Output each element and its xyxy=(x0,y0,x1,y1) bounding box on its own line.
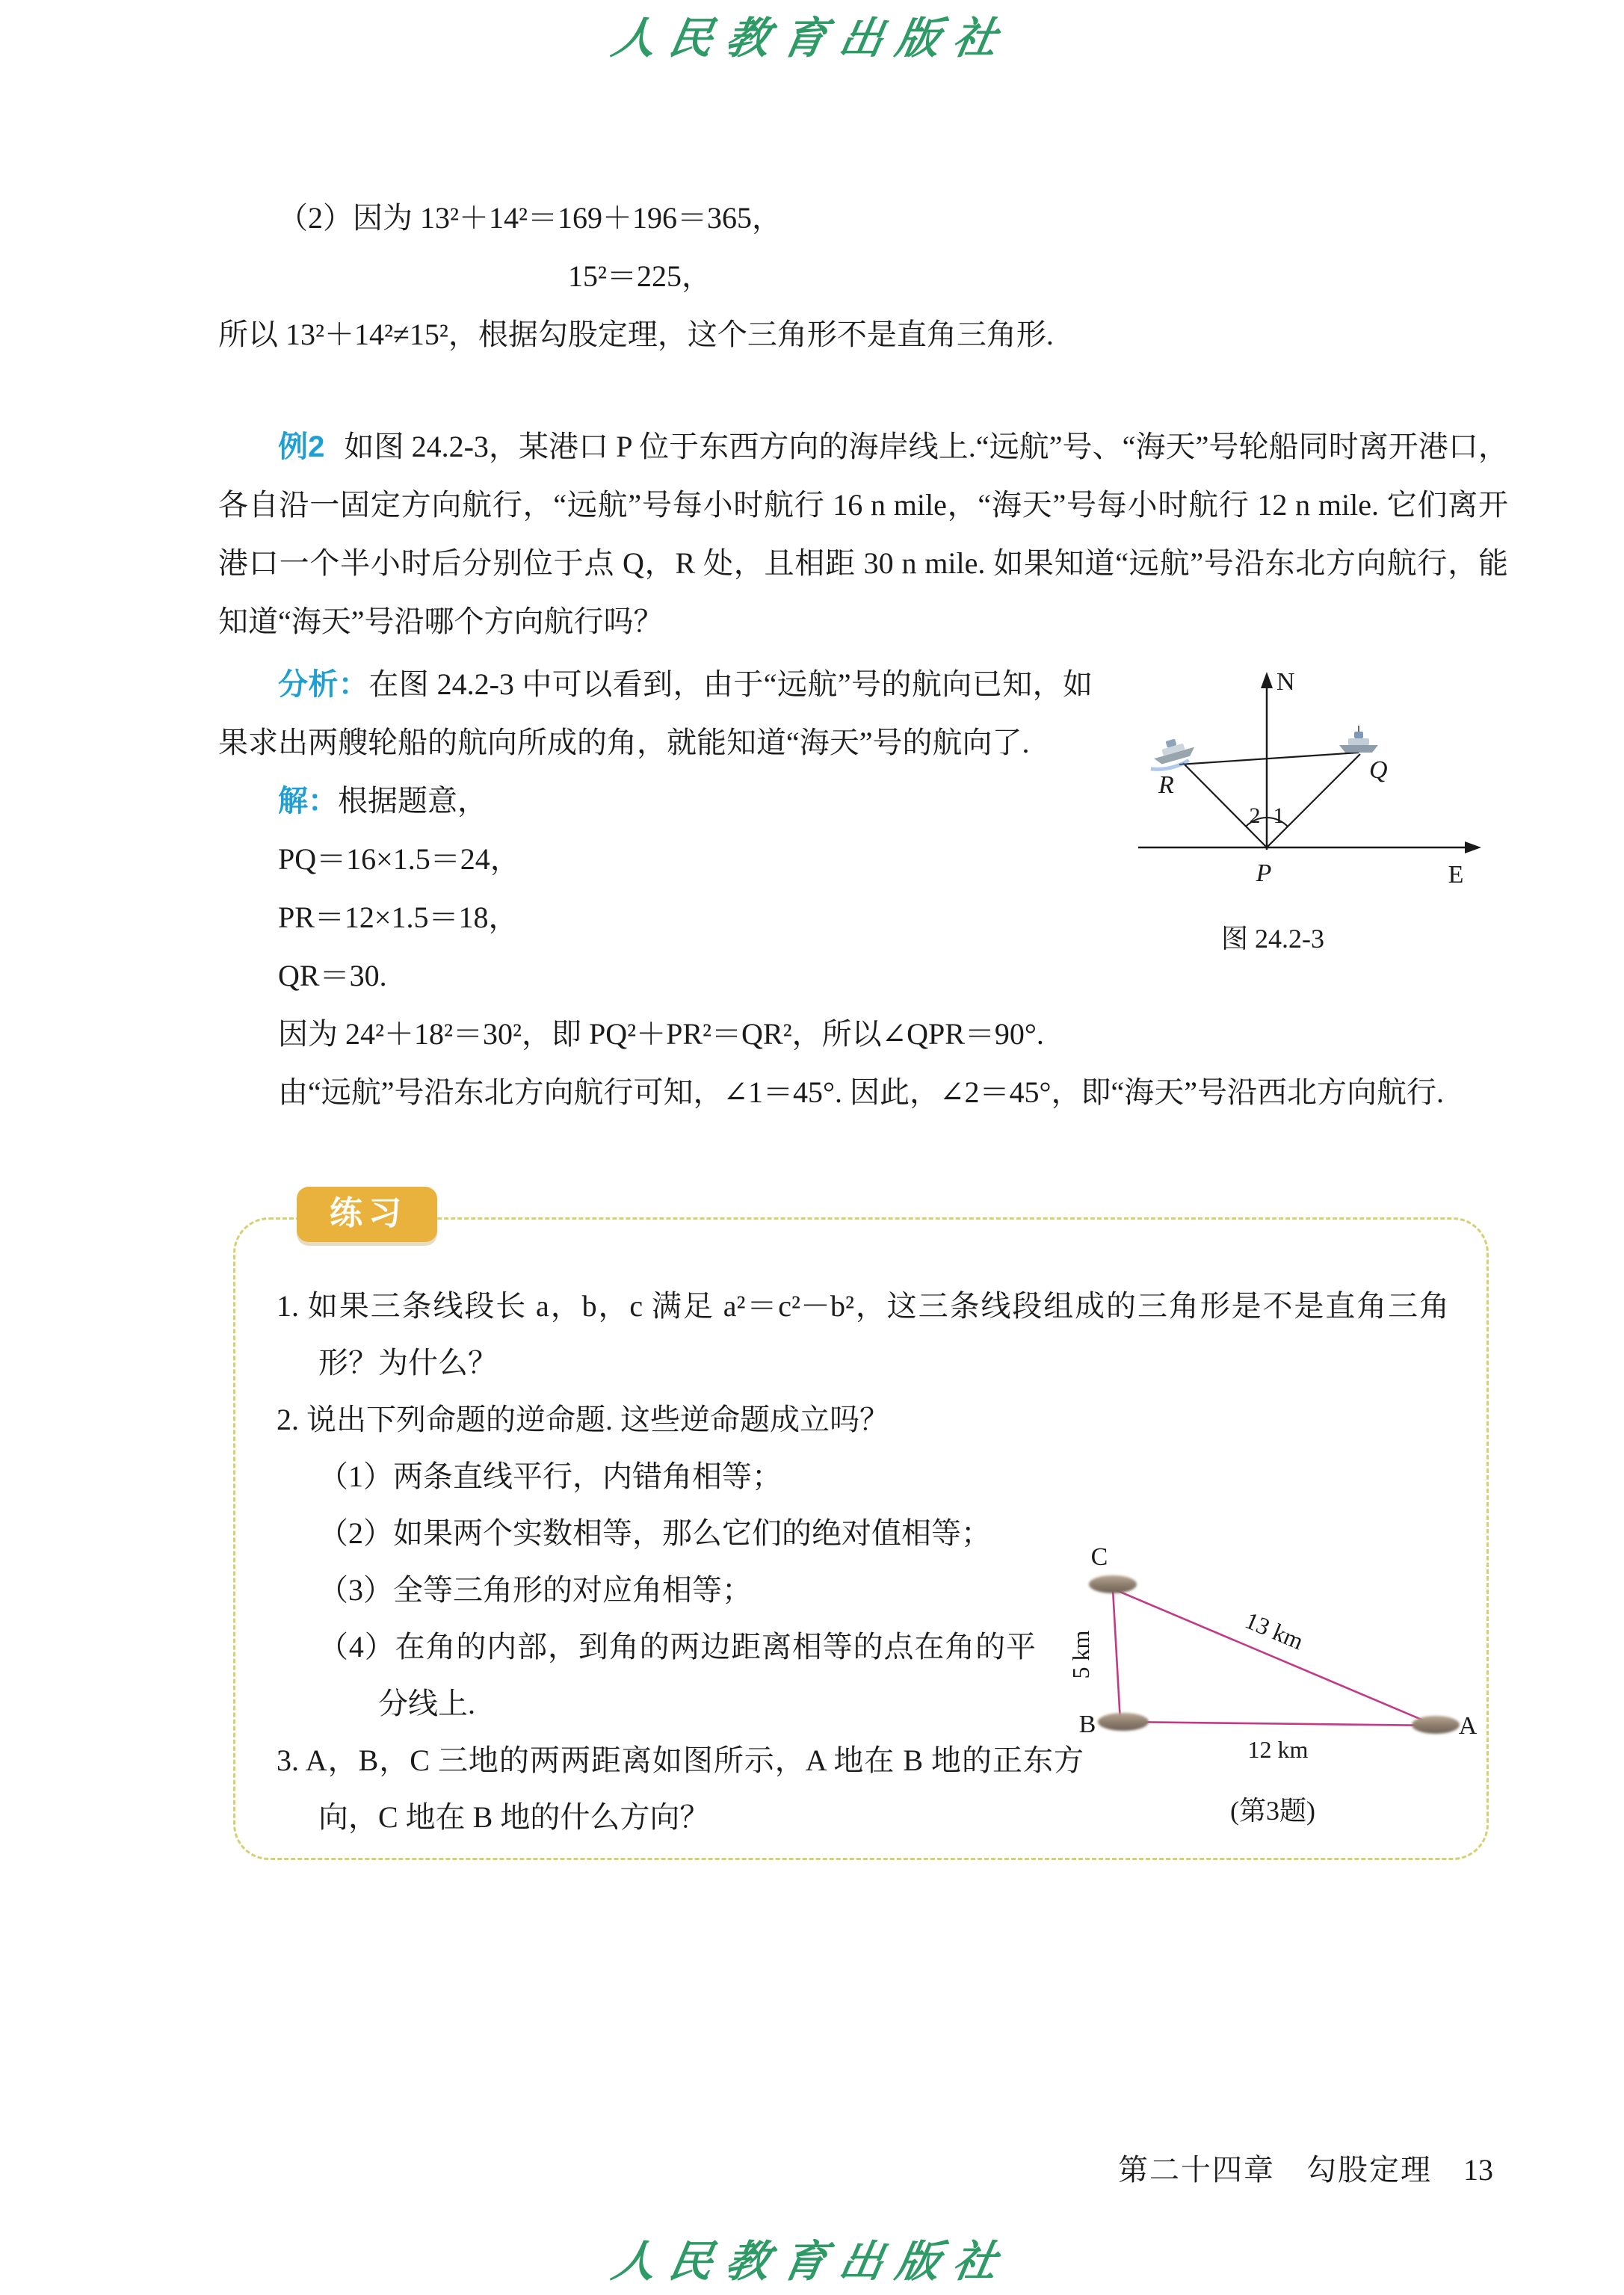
north-axis-label: N xyxy=(1276,668,1295,696)
practice-item-2-sub-3: （3）全等三角形的对应角相等； xyxy=(318,1573,752,1607)
solution-part2-line3: 所以 13²＋14²≠15²，根据勾股定理，这个三角形不是直角三角形. xyxy=(218,318,1054,351)
distance-CA-label: 13 km xyxy=(1241,1606,1308,1655)
figure-problem-3-caption: (第3题) xyxy=(1230,1796,1315,1826)
angle-2-label: 2 xyxy=(1249,803,1261,828)
chapter-title: 第二十四章 勾股定理 xyxy=(1118,2153,1432,2187)
side-CA xyxy=(1113,1589,1436,1726)
side-CB xyxy=(1113,1589,1120,1722)
example2-paragraph xyxy=(218,418,1508,651)
harbor-diagram xyxy=(1120,664,1508,898)
segment-PQ xyxy=(1267,754,1360,847)
conclusion-1: 因为 24²＋18²＝30²，即 PQ²＋PR²＝QR²，所以∠QPR＝90°. xyxy=(278,1017,1044,1051)
triangle-map-diagram xyxy=(1063,1536,1482,1770)
solution-part2-line1: （2）因为 13²＋14²＝169＋196＝365， xyxy=(278,201,782,235)
solution-intro: 根据题意， xyxy=(338,784,487,818)
practice-box xyxy=(233,1195,1489,1860)
equation-qr: QR＝30. xyxy=(278,959,387,992)
example2-body: 如图 24.2-3，某港口 P 位于东西方向的海岸线上.“远航”号、“海天”号轮船同时离开港口，各自沿一固定方向航行，“远航”号每小时航行 16 n mile，“海天”号每小时航行 12 n mile. 它们离开港口一个半小时后分别位于点 Q，R 处，且相距 30 n mile. 如果知道“远航”号沿东北方向航行，能知道“海天”号沿哪个方向航行吗？ xyxy=(218,430,1508,638)
publisher-watermark-top: 人民教育出版社 xyxy=(608,13,1015,64)
practice-item-2-sub-2: （2）如果两个实数相等，那么它们的绝对值相等； xyxy=(318,1516,991,1550)
haitian-ship-icon xyxy=(1145,734,1198,773)
point-Q-label: Q xyxy=(1369,756,1388,784)
solution-label: 解： xyxy=(278,785,338,818)
conclusion-2: 由“远航”号沿东北方向航行可知，∠1＝45°. 因此，∠2＝45°，即“海天”号沿西北方向航行. xyxy=(278,1075,1445,1109)
distance-BA-label: 12 km xyxy=(1247,1736,1309,1763)
figure-24-2-3-caption: 图 24.2-3 xyxy=(1221,924,1324,954)
angle-1-label: 1 xyxy=(1273,803,1285,828)
town-b-photo xyxy=(1098,1713,1149,1731)
equation-pr: PR＝12×1.5＝18， xyxy=(278,901,519,934)
equation-pq: PQ＝16×1.5＝24， xyxy=(278,842,520,876)
practice-label-badge: 练习 xyxy=(297,1187,437,1242)
segment-RQ xyxy=(1179,753,1359,765)
page-number: 13 xyxy=(1463,2153,1493,2187)
east-arrow-icon xyxy=(1465,841,1481,853)
practice-item-1: 1. 如果三条线段长 a，b，c 满足 a²＝c²－b²，这三条线段组成的三角形是不是直角三角形？为什么？ xyxy=(277,1289,1449,1380)
page-content xyxy=(218,189,1508,1860)
figure-problem-3 xyxy=(1063,1536,1482,1829)
yuanhang-ship-icon xyxy=(1339,726,1378,753)
practice-item-3: 3. A，B，C 三地的两两距离如图所示，A 地在 B 地的正东方向，C 地在 B 地的什么方向？ xyxy=(277,1743,1084,1834)
analysis-label: 分析： xyxy=(278,668,369,701)
practice-item-2: 2. 说出下列命题的逆命题. 这些逆命题成立吗？ xyxy=(277,1403,889,1436)
point-C-label: C xyxy=(1090,1543,1108,1571)
page-footer xyxy=(1118,2152,1493,2188)
point-A-label: A xyxy=(1458,1712,1478,1740)
side-BA xyxy=(1120,1722,1436,1726)
town-a-photo xyxy=(1412,1716,1460,1734)
point-R-label: R xyxy=(1158,771,1174,799)
point-P-label: P xyxy=(1256,859,1272,887)
town-c-photo xyxy=(1089,1575,1137,1593)
east-axis-label: E xyxy=(1448,861,1464,889)
practice-item-2-sub-1: （1）两条直线平行，内错角相等； xyxy=(318,1460,782,1493)
analysis-body: 在图 24.2-3 中可以看到，由于“远航”号的航向已知，如果求出两艘轮船的航向所成的角，就能知道“海天”号的航向了. xyxy=(218,667,1093,759)
north-arrow-icon xyxy=(1261,672,1273,688)
solution-part2-line2: 15²＝225， xyxy=(568,259,711,293)
distance-CB-label: 5 km xyxy=(1067,1630,1094,1679)
example2-label: 例2 xyxy=(278,430,325,463)
figure-24-2-3 xyxy=(1120,664,1508,957)
practice-item-2-sub-4: （4）在角的内部，到角的两边距离相等的点在角的平分线上. xyxy=(318,1630,1036,1720)
point-B-label: B xyxy=(1078,1711,1096,1738)
publisher-watermark-bottom: 人民教育出版社 xyxy=(608,2236,1015,2287)
